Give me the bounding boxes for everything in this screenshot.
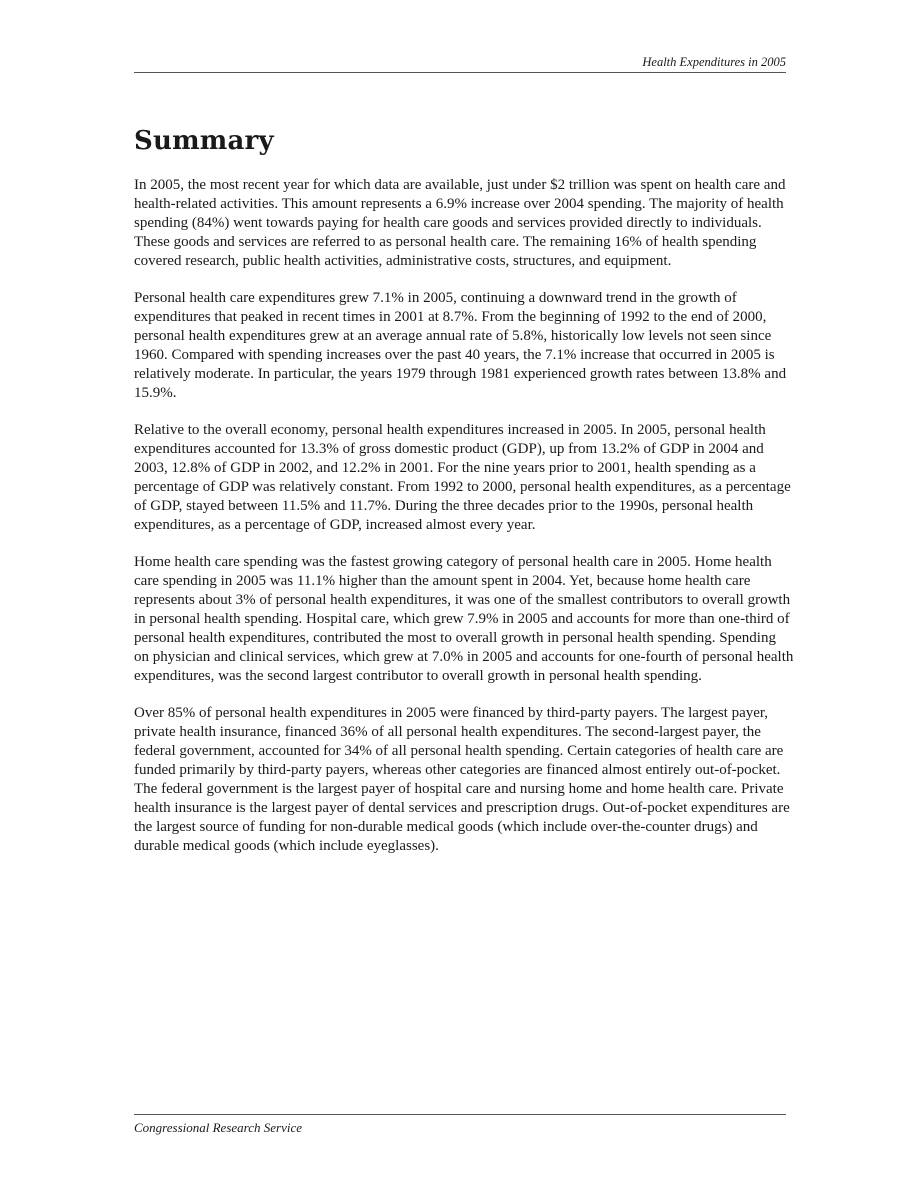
paragraph-total-spending: In 2005, the most recent year for which data are available, just under $2 trillion was spent on health care and health-related activities. This amount represents a 6.9% increase over 2004 spending. The majority of health spending (84%) went towards paying for health care goods and services provided directly to individuals. These goods and services are referred to as personal health care. The remaining 16% of health spending covered research, public health activities, administrative costs, structures, and equipment. [134,177,786,269]
summary-body [134,176,794,874]
running-footer: Congressional Research Service [134,1120,302,1135]
paragraph-category-growth: Home health care spending was the fastest growing category of personal health care in 2005. Home health care spending in 2005 was 11.1% higher than the amount spent in 2004. Yet, because home health care represents about 3% of personal health expenditures, it was one of the smallest contributors to overall growth in personal health spending. Hospital care, which grew 7.9% in 2005 and accounts for more than one-third of personal health expenditures, contributed the most to overall growth in personal health spending. Spending on physician and clinical services, which grew at 7.0% in 2005 and accounts for one-fourth of personal health expenditures, was the second largest contributor to overall growth in personal health spending. [134,554,794,684]
header-divider [134,72,786,73]
paragraph-share-of-gdp: Relative to the overall economy, personal health expenditures increased in 2005. In 2005, personal health expenditures accounted for 13.3% of gross domestic product (GDP), up from 13.2% of GDP in 2004 and 2003, 12.8% of GDP in 2002, and 12.2% in 2001. For the nine years prior to 2001, health spending as a percentage of GDP was relatively constant. From 1992 to 2000, personal health expenditures, as a percentage of GDP, stayed between 11.5% and 11.7%. During the three decades prior to the 1990s, personal health expenditures, as a percentage of GDP, increased almost every year. [134,422,791,533]
footer-divider [134,1114,786,1115]
running-header: Health Expenditures in 2005 [642,55,786,69]
paragraph-growth-trend: Personal health care expenditures grew 7.1% in 2005, continuing a downward trend in the growth of expenditures that peaked in recent times in 2001 at 8.7%. From the beginning of 1992 to the end of 2000, personal health expenditures grew at an average annual rate of 5.8%, historically low levels not seen since 1960. Compared with spending increases over the past 40 years, the 7.1% increase that occurred in 2005 is relatively moderate. In particular, the years 1979 through 1981 experienced growth rates between 13.8% and 15.9%. [134,290,787,401]
paragraph-payers: Over 85% of personal health expenditures in 2005 were financed by third-party payers. The largest payer, private health insurance, financed 36% of all personal health expenditures. The second-largest payer, the federal government, accounted for 34% of all personal health spending. Certain categories of health care are funded primarily by third-party payers, whereas other categories are financed almost entirely out-of-pocket. The federal government is the largest payer of hospital care and nursing home and home health care. Private health insurance is the largest payer of dental services and prescription drugs. Out-of-pocket expenditures are the largest source of funding for non-durable medical goods (which include over-the-counter drugs) and durable medical goods (which include eyeglasses). [134,705,790,854]
page-title: Summary [134,126,274,156]
